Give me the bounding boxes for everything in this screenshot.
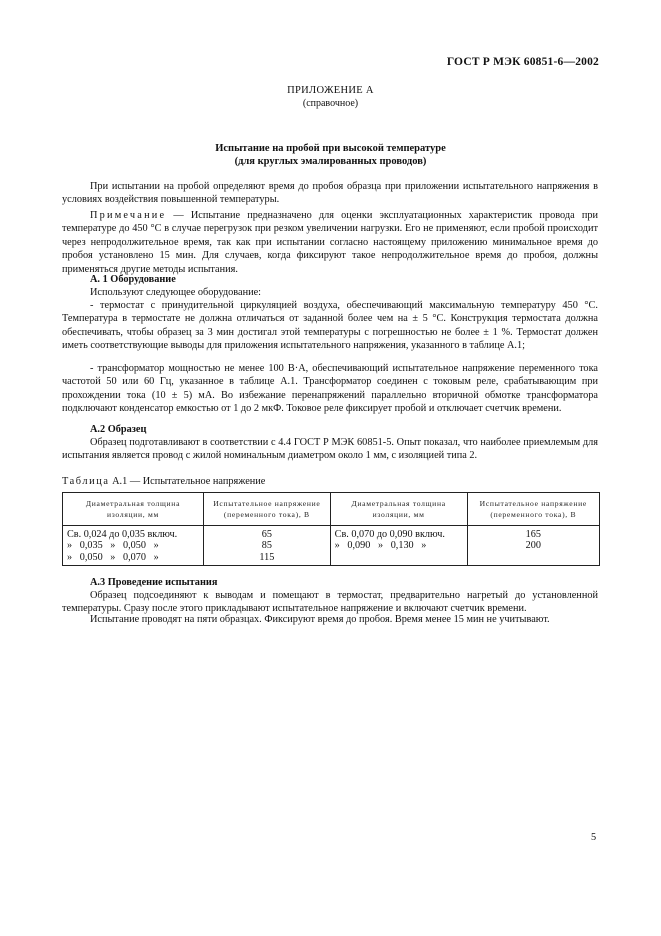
thickness-range: Св. 0,070 до 0,090 включ. <box>334 529 445 540</box>
voltage-value: 165 <box>525 529 541 540</box>
voltage-value: 200 <box>525 540 541 552</box>
thickness-range: Св. 0,024 до 0,035 включ. <box>67 529 178 540</box>
header-insulation-thickness-2: Диаметральная толщина изоляции, мм <box>330 493 467 526</box>
table-row <box>63 526 600 566</box>
voltage-value: 115 <box>259 551 275 563</box>
section-a2-heading: А.2 Образец <box>90 424 147 435</box>
note-text: — Испытание предназначено для оценки эксплуатационных характеристик провода при температуре до 450 °С в случае перегрузок при резком увеличении нагрузки. Его не применяют, если пробой происходит через непродолжительное время, так как при испытании согласно настоящему приложению минимальное время до пробоя установлено 15 мин. Для случаев, когда фиксируют такое непродолжительное время до пробоя, должны применяться другие методы испытания. <box>62 210 598 275</box>
section-a1-thermostat: - термостат с принудительной циркуляцией воздуха, обеспечивающий максимальную температуру 450 °С. Температура в термостате не должна отличаться от заданной более чем на ± 5 °С. Конструкция термостата должна обеспечивать, чтобы образец за 3 мин достигал этой температуры с погрешностью не более ± 1 %. Термостат должен иметь соответствующие выводы для приложения испытательного напряжения, указанного в таблице А.1; <box>62 300 598 352</box>
note-label: Примечание <box>90 210 167 221</box>
voltage-value: 65 <box>261 529 272 540</box>
table-caption-text: А.1 — Испытательное напряжение <box>109 476 266 487</box>
table-caption <box>62 476 265 487</box>
table-caption-label: Таблица <box>62 476 110 487</box>
appendix-subtitle: (справочное) <box>302 98 359 109</box>
thickness-range: » 0,090 » 0,130 » <box>334 540 427 552</box>
voltage-cell-2 <box>467 526 599 566</box>
voltage-value: 85 <box>261 540 272 552</box>
thickness-range: » 0,035 » 0,050 » <box>67 540 159 552</box>
table-header-row <box>63 493 600 526</box>
test-voltage-table <box>62 492 600 566</box>
header-test-voltage-2: Испытательное напряжение (переменного тока), В <box>467 493 599 526</box>
intro-paragraph: При испытании на пробой определяют время до пробоя образца при приложении испытательного напряжения в условиях воздействия повышенной температуры. <box>62 181 598 206</box>
thickness-range: » 0,050 » 0,070 » <box>67 551 159 563</box>
document-title-line-2: (для круглых эмалированных проводов) <box>234 156 427 167</box>
page-number: 5 <box>591 832 597 843</box>
section-a3-text-2: Испытание проводят на пяти образцах. Фиксируют время до пробоя. Время менее 15 мин не учитывают. <box>90 614 550 625</box>
section-a1-lead: Используют следующее оборудование: <box>90 287 262 298</box>
section-a2-text: Образец подготавливают в соответствии с 4.4 ГОСТ Р МЭК 60851-5. Опыт показал, что наиболее приемлемым для испытания является провод с жилой номинальным диаметром около 1 мм, с изоляцией типа 2. <box>62 437 598 462</box>
section-a1-heading: А. 1 Оборудование <box>90 274 176 285</box>
appendix-title: ПРИЛОЖЕНИЕ А <box>287 85 374 96</box>
note-paragraph <box>62 209 598 276</box>
section-a3-heading: А.3 Проведение испытания <box>90 577 218 588</box>
standard-number: ГОСТ Р МЭК 60851-6—2002 <box>446 56 599 68</box>
section-a3-text-1: Образец подсоединяют к выводам и помещают в термостат, предварительно нагретый до установленной температуры. Сразу после этого прикладывают испытательное напряжение и включают счетчик времени. <box>62 590 598 615</box>
section-a1-transformer: - трансформатор мощностью не менее 100 В·А, обеспечивающий испытательное напряжение переменного тока частотой 50 или 60 Гц, указанное в таблице А.1. Трансформатор соединен с токовым реле, срабатывающим при прохождении тока (10 ± 5) мА. Во избежание перенапряжений параллельно вторичной обмотке трансформатора подключают конденсатор емкостью от 1 до 2 мкФ. Токовое реле фиксирует пробой и отключает счетчик времени. <box>62 363 598 415</box>
header-insulation-thickness-1: Диаметральная толщина изоляции, мм <box>63 493 204 526</box>
voltage-cell-1 <box>204 526 331 566</box>
header-test-voltage-1: Испытательное напряжение (переменного тока), В <box>204 493 331 526</box>
thickness-cell-2 <box>330 526 467 566</box>
thickness-cell-1 <box>63 526 204 566</box>
document-title-line-1: Испытание на пробой при высокой температуре <box>215 143 446 154</box>
